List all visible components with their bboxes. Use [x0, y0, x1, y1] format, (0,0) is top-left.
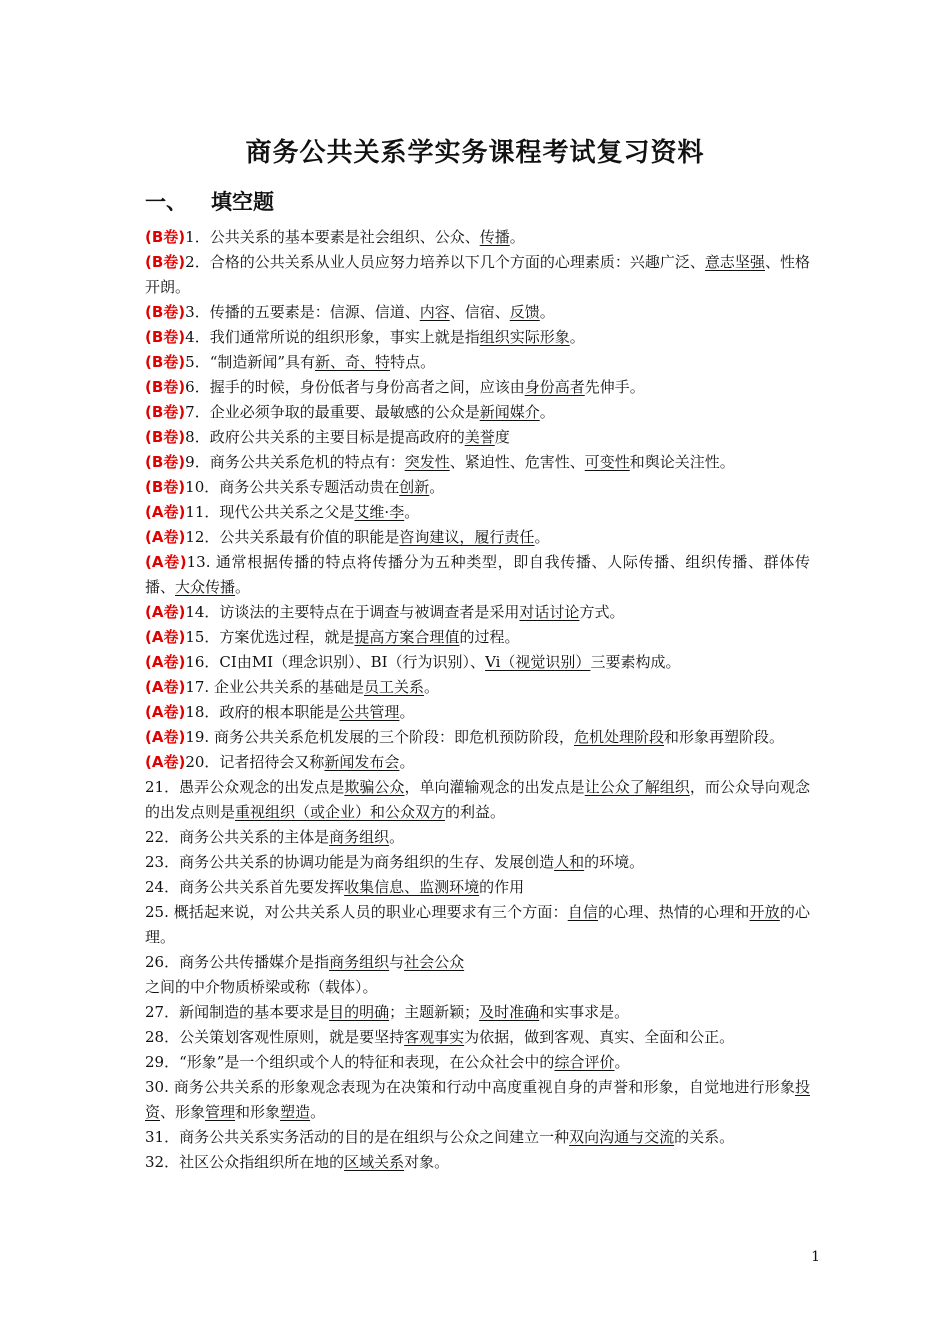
question-text: 。: [539, 303, 555, 321]
question-item: [145, 725, 810, 750]
question-text: 的关系。: [674, 1128, 735, 1146]
question-text: 的过程。: [459, 628, 520, 646]
answer-blank: 重视组织（或企业）和公众双方: [235, 803, 446, 821]
paper-tag: (A卷): [145, 503, 186, 521]
question-item: [145, 1050, 810, 1075]
section-heading: [145, 186, 274, 216]
question-text: 8．政府公共关系的主要目标是提高政府的: [185, 428, 465, 446]
question-text: 18．政府的根本职能是: [185, 703, 340, 721]
question-text: 和形象: [235, 1103, 281, 1121]
question-item: [145, 975, 810, 1000]
question-text: 31．商务公共关系实务活动的目的是在组织与公众之间建立一种: [145, 1128, 570, 1146]
question-text: 特点。: [390, 353, 436, 371]
answer-blank: 新闻媒介: [479, 403, 540, 421]
answer-blank: 商务组织: [329, 828, 390, 846]
page-number: 1: [811, 1249, 820, 1265]
question-text: 28．公关策划客观性原则，就是要坚持: [145, 1028, 405, 1046]
question-text: 16．CI由MI（理念识别）、BI（行为识别）、: [185, 653, 486, 671]
answer-blank: 反馈: [509, 303, 540, 321]
answer-blank: 可变性: [584, 453, 630, 471]
paper-tag: (B卷): [145, 378, 186, 396]
question-text: 2．合格的公共关系从业人员应努力培养以下几个方面的心理素质：兴趣广泛、: [185, 253, 705, 271]
question-text: 30. 商务公共关系的形象观念表现为在决策和行动中高度重视自身的声誉和形象，自觉地进行形象: [145, 1078, 795, 1096]
paper-tag: (A卷): [145, 728, 186, 746]
question-item: [145, 525, 810, 550]
question-text: 3．传播的五要素是：信源、信道、: [185, 303, 420, 321]
answer-blank: 区域关系: [344, 1153, 405, 1171]
question-text: 27．新闻制造的基本要求是: [145, 1003, 330, 1021]
question-text: 。: [235, 578, 251, 596]
answer-blank: 综合评价: [554, 1053, 615, 1071]
question-text: 6．握手的时候，身份低者与身份高者之间，应该由: [185, 378, 525, 396]
answer-blank: 人和: [554, 853, 585, 871]
answer-blank: 大众传播: [175, 578, 236, 596]
question-item: [145, 250, 810, 300]
question-item: [145, 550, 810, 600]
question-text: 三要素构成。: [590, 653, 681, 671]
question-text: 4．我们通常所说的组织形象，事实上就是指: [185, 328, 480, 346]
paper-tag: (B卷): [145, 453, 186, 471]
answer-blank: 艾维·李: [354, 503, 405, 521]
question-text: 23．商务公共关系的协调功能是为商务组织的生存、发展创造: [145, 853, 555, 871]
question-text: 29．“形象”是一个组织或个人的特征和表现，在公众社会中的: [145, 1053, 555, 1071]
question-item: [145, 825, 810, 850]
answer-blank: 组织实际形象: [479, 328, 570, 346]
question-item: [145, 900, 810, 950]
question-text: 先伸手。: [584, 378, 645, 396]
question-text: 、紧迫性、危害性、: [449, 453, 585, 471]
question-text: 13. 通常根据传播的特点将传播分为五种类型，即自我传播、人际传播、组织传播、群体传播、: [145, 553, 810, 596]
answer-blank: 及时准确: [479, 1003, 540, 1021]
paper-tag: (A卷): [145, 753, 186, 771]
question-text: 1．公共关系的基本要素是社会组织、公众、: [185, 228, 480, 246]
question-text: 的环境。: [584, 853, 645, 871]
question-item: [145, 400, 810, 425]
paper-tag: (B卷): [145, 328, 186, 346]
answer-blank: 让公众了解组织: [584, 778, 690, 796]
paper-tag: (A卷): [145, 703, 186, 721]
question-item: [145, 1150, 810, 1175]
question-item: [145, 450, 810, 475]
question-text: 方式。: [579, 603, 625, 621]
answer-blank: 提高方案合理值: [354, 628, 460, 646]
paper-tag: (A卷): [145, 603, 186, 621]
question-text: 19. 商务公共关系危机发展的三个阶段：即危机预防阶段，: [185, 728, 574, 746]
question-text: 15．方案优选过程，就是: [185, 628, 355, 646]
question-text: 。: [399, 753, 415, 771]
question-text: 7．企业必须争取的最重要、最敏感的公众是: [185, 403, 480, 421]
answer-blank: 塑造: [280, 1103, 311, 1121]
question-text: 26．商务公共传播媒介是指: [145, 953, 330, 971]
question-item: [145, 1125, 810, 1150]
question-text: 25. 概括起来说，对公共关系人员的职业心理要求有三个方面：: [145, 903, 568, 921]
question-text: 。: [423, 678, 439, 696]
answer-blank: 商务组织: [329, 953, 390, 971]
question-item: [145, 1000, 810, 1025]
question-text: 10．商务公共关系专题活动贵在: [185, 478, 400, 496]
answer-blank: 社会公众: [404, 953, 465, 971]
question-text: 之间的中介物质桥梁或称（载体）。: [145, 978, 378, 996]
question-text: 20．记者招待会又称: [185, 753, 325, 771]
question-item: [145, 950, 810, 975]
question-text: 14．访谈法的主要特点在于调查与被调查者是采用: [185, 603, 520, 621]
question-item: [145, 500, 810, 525]
answer-blank: 公共管理: [339, 703, 400, 721]
paper-tag: (A卷): [145, 678, 186, 696]
question-text: 。: [539, 403, 555, 421]
answer-blank: 对话讨论: [519, 603, 580, 621]
answer-blank: 美誉: [464, 428, 495, 446]
question-text: 24．商务公共关系首先要发挥: [145, 878, 345, 896]
answer-blank: 管理: [205, 1103, 236, 1121]
question-text: 、形象: [160, 1103, 206, 1121]
question-text: 11．现代公共关系之父是: [185, 503, 355, 521]
paper-tag: (B卷): [145, 303, 186, 321]
answer-blank: 开放: [749, 903, 780, 921]
answer-blank: 自信: [567, 903, 598, 921]
question-item: [145, 675, 810, 700]
answer-blank: 新、奇、特: [315, 353, 391, 371]
question-item: [145, 700, 810, 725]
question-item: [145, 625, 810, 650]
answer-blank: 传播: [479, 228, 510, 246]
question-text: 12．公共关系最有价值的职能是: [185, 528, 400, 546]
answer-blank: 内容: [419, 303, 450, 321]
question-text: 5．“制造新闻”具有: [185, 353, 316, 371]
question-text: 。: [534, 528, 550, 546]
paper-tag: (A卷): [145, 628, 186, 646]
question-text: 度: [494, 428, 510, 446]
question-text: 与: [389, 953, 405, 971]
question-item: [145, 1025, 810, 1050]
answer-blank: 双向沟通与交流: [569, 1128, 675, 1146]
section-number: 一、: [145, 190, 187, 214]
question-item: [145, 350, 810, 375]
question-list: [145, 225, 810, 1175]
question-text: 。: [429, 478, 445, 496]
question-text: 为依据，做到客观、真实、全面和公正。: [464, 1028, 735, 1046]
question-item: [145, 375, 810, 400]
answer-blank: 新闻发布会: [324, 753, 400, 771]
answer-blank: Vi（视觉识别）: [485, 653, 591, 671]
question-text: 和实事求是。: [539, 1003, 630, 1021]
question-text: 和舆论关注性。: [629, 453, 735, 471]
question-item: [145, 850, 810, 875]
question-text: 9．商务公共关系危机的特点有：: [185, 453, 405, 471]
paper-tag: (A卷): [145, 528, 186, 546]
answer-blank: 突发性: [404, 453, 450, 471]
question-text: 。: [614, 1053, 630, 1071]
question-text: 和形象再塑阶段。: [663, 728, 784, 746]
paper-tag: (B卷): [145, 428, 186, 446]
question-text: 的心理、热情的心理和: [598, 903, 750, 921]
answer-blank: 欺骗公众: [344, 778, 405, 796]
paper-tag: (B卷): [145, 253, 186, 271]
question-item: [145, 600, 810, 625]
paper-tag: (A卷): [145, 653, 186, 671]
paper-tag: (B卷): [145, 228, 186, 246]
answer-blank: 创新: [399, 478, 430, 496]
question-text: 。: [404, 503, 420, 521]
question-text: ，而公众导向观念的出发点则是: [145, 778, 810, 821]
question-text: 、信宿、: [449, 303, 510, 321]
question-text: 。: [399, 703, 415, 721]
paper-tag: (A卷): [145, 553, 187, 571]
question-text: 、性格开朗。: [145, 253, 810, 296]
question-text: 。: [310, 1103, 326, 1121]
answer-blank: 危机处理阶段: [573, 728, 664, 746]
answer-blank: 咨询建议，履行责任: [399, 528, 535, 546]
question-item: [145, 425, 810, 450]
question-item: [145, 750, 810, 775]
answer-blank: 员工关系: [363, 678, 424, 696]
answer-blank: 客观事实: [404, 1028, 465, 1046]
paper-tag: (B卷): [145, 478, 186, 496]
question-item: [145, 1075, 810, 1125]
question-text: 32．社区公众指组织所在地的: [145, 1153, 345, 1171]
question-item: [145, 775, 810, 825]
answer-blank: 身份高者: [524, 378, 585, 396]
document-title: 商务公共关系学实务课程考试复习资料: [245, 138, 705, 168]
question-text: 21．愚弄公众观念的出发点是: [145, 778, 345, 796]
question-text: 对象。: [404, 1153, 450, 1171]
question-item: [145, 225, 810, 250]
paper-tag: (B卷): [145, 353, 186, 371]
question-item: [145, 475, 810, 500]
question-item: [145, 300, 810, 325]
paper-tag: (B卷): [145, 403, 186, 421]
question-item: [145, 325, 810, 350]
answer-blank: 投资: [145, 1078, 810, 1121]
question-item: [145, 650, 810, 675]
question-text: ；主题新颖；: [389, 1003, 480, 1021]
question-item: [145, 875, 810, 900]
question-text: 的作用: [479, 878, 525, 896]
answer-blank: 意志坚强: [704, 253, 765, 271]
question-text: 。: [509, 228, 525, 246]
question-text: 的利益。: [445, 803, 506, 821]
answer-blank: 目的明确: [329, 1003, 390, 1021]
answer-blank: 收集信息、监测环境: [344, 878, 480, 896]
question-text: 的心理。: [145, 903, 810, 946]
question-text: 。: [569, 328, 585, 346]
question-text: 。: [389, 828, 405, 846]
question-text: 17. 企业公共关系的基础是: [185, 678, 364, 696]
question-text: 22．商务公共关系的主体是: [145, 828, 330, 846]
question-text: ，单向灌输观念的出发点是: [404, 778, 585, 796]
section-label: 填空题: [211, 190, 274, 214]
